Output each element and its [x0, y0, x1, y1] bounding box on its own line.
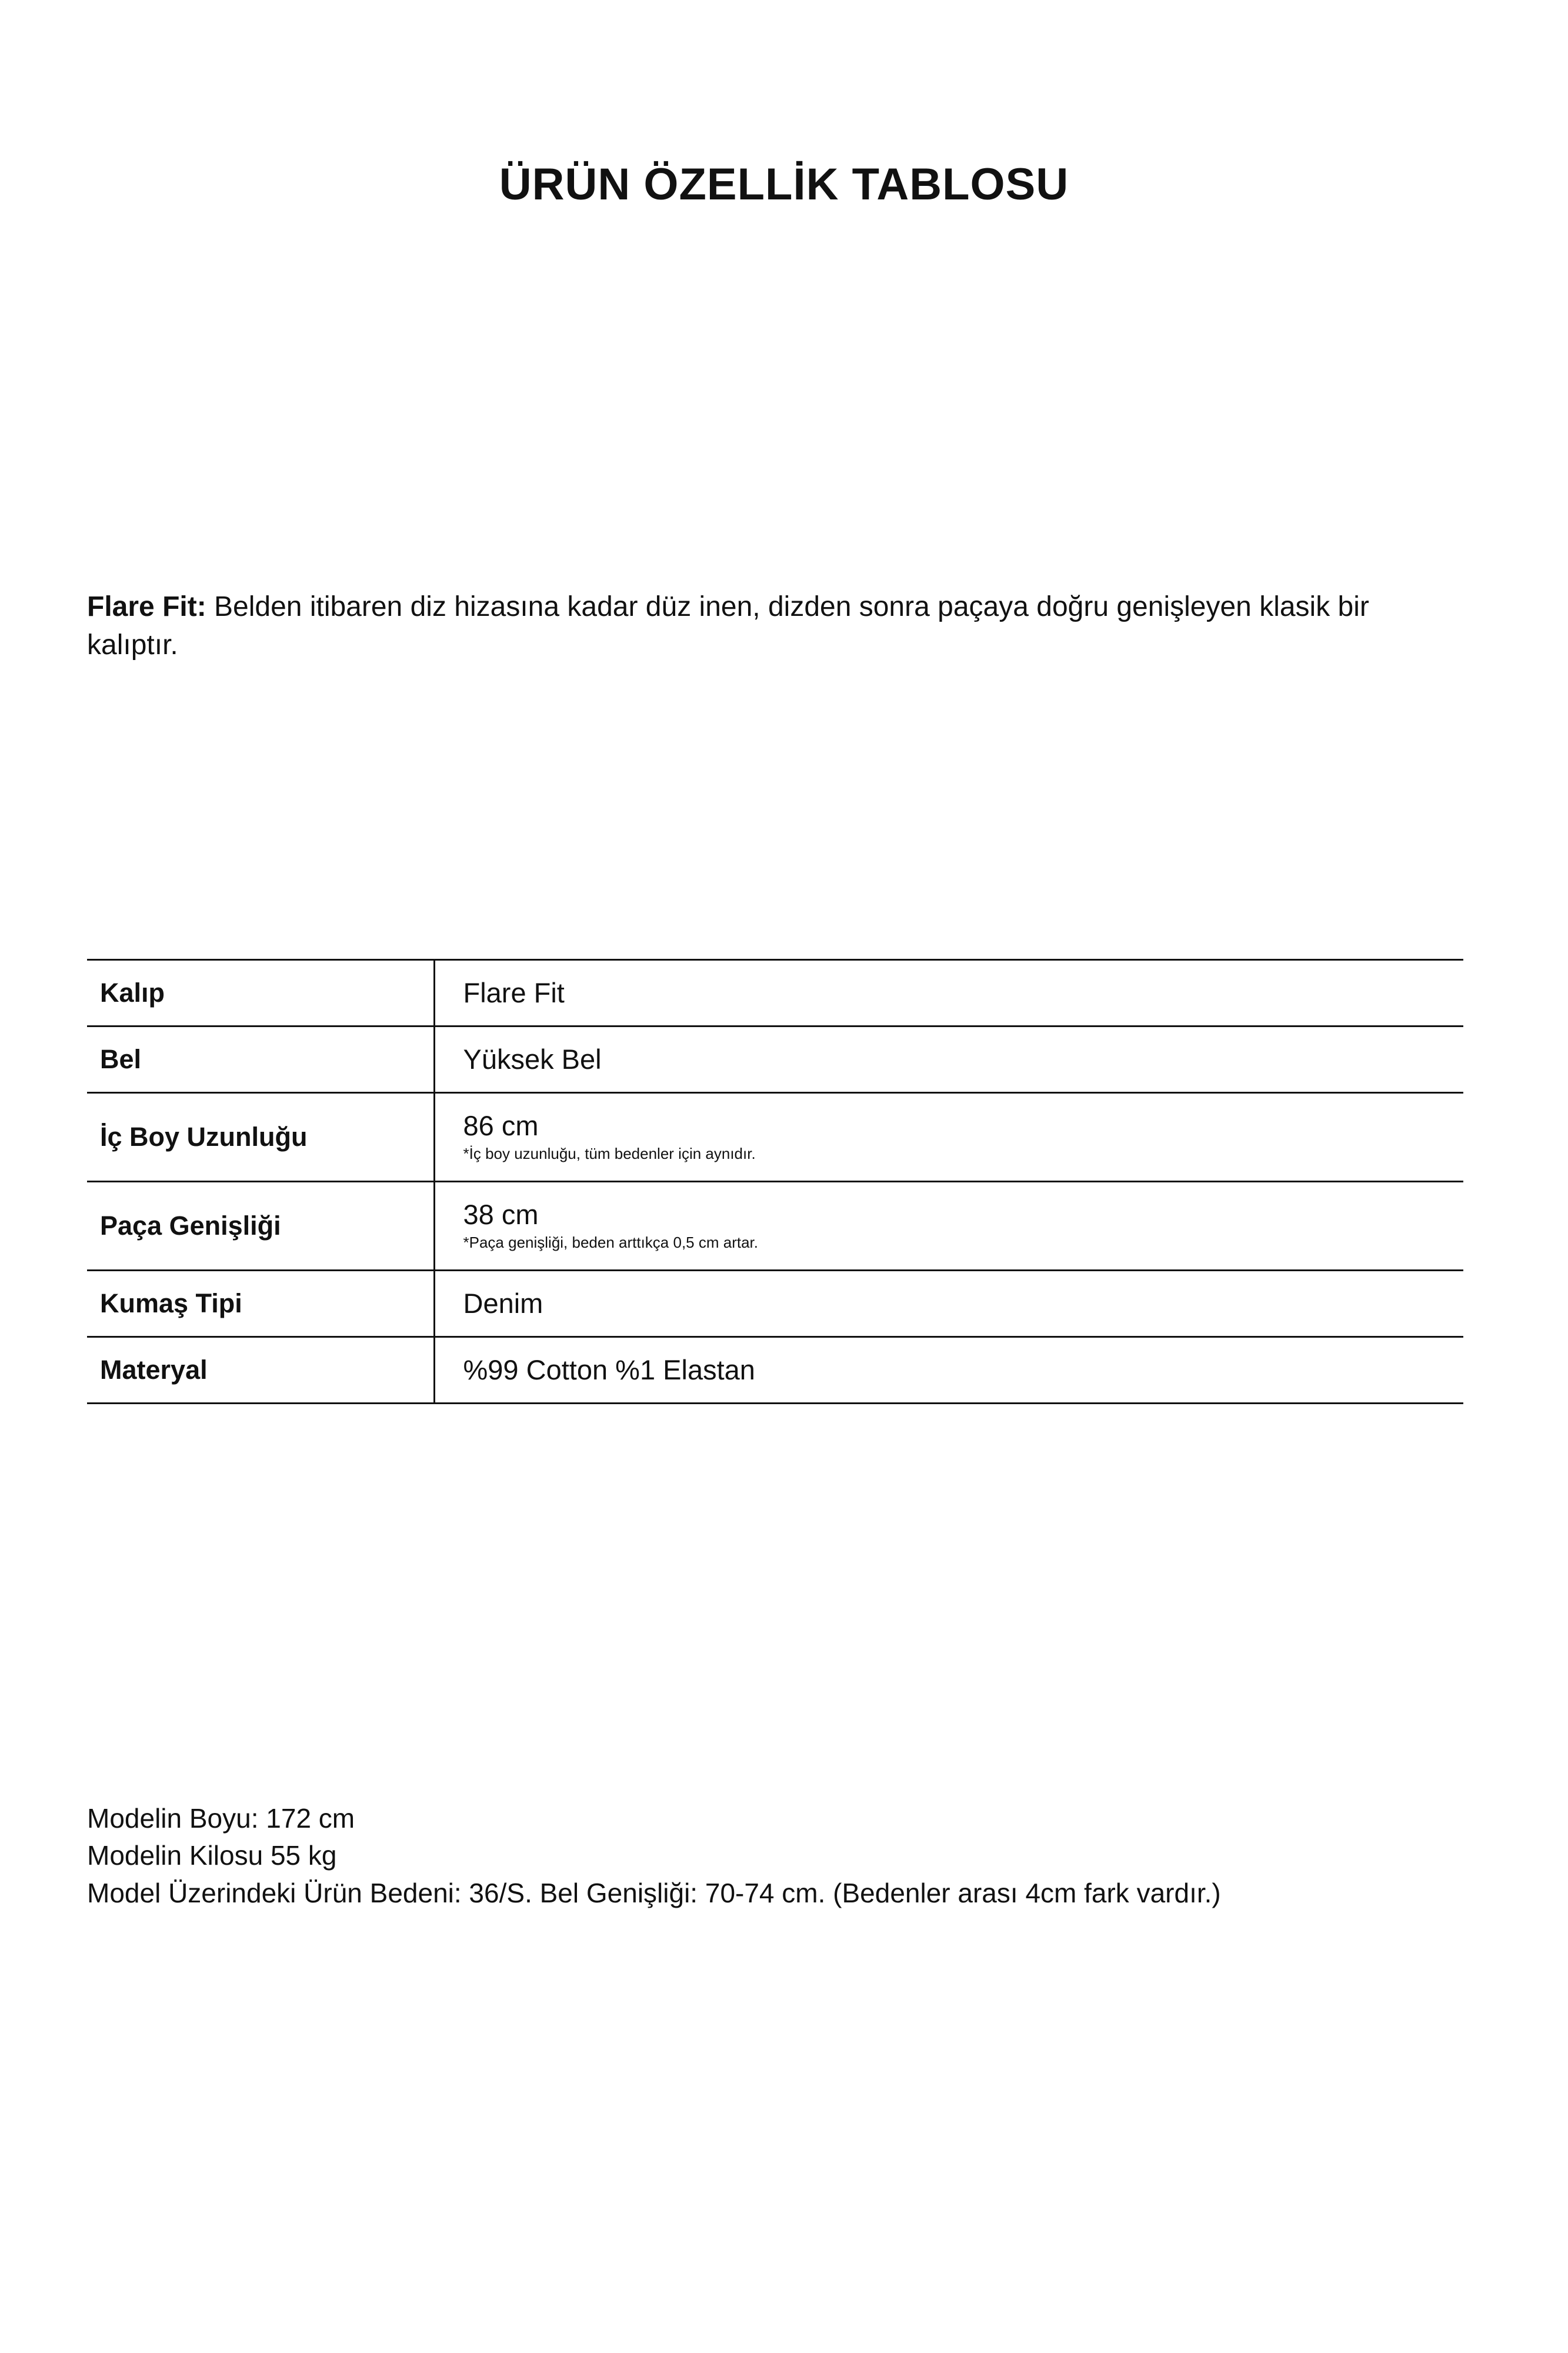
spec-value: [434, 1093, 1463, 1182]
table-row: [87, 1337, 1463, 1403]
spec-value: [434, 1026, 1463, 1093]
spec-label: Kalıp: [87, 960, 434, 1026]
spec-label: İç Boy Uzunluğu: [87, 1093, 434, 1182]
page-title: ÜRÜN ÖZELLİK TABLOSU: [499, 159, 1069, 209]
spec-label: Materyal: [87, 1337, 434, 1403]
spec-value-main: 38 cm: [463, 1198, 539, 1230]
spec-label: Paça Genişliği: [87, 1181, 434, 1270]
model-info: [87, 1800, 1452, 1912]
spec-value: [434, 960, 1463, 1026]
spec-value-main: Denim: [463, 1287, 543, 1319]
table-row: [87, 1181, 1463, 1270]
fit-description: [87, 588, 1369, 665]
model-height: Modelin Boyu: 172 cm: [87, 1803, 355, 1834]
fit-description-lead: Flare Fit:: [87, 591, 206, 622]
spec-value: [434, 1270, 1463, 1337]
spec-value-note: *Paça genişliği, beden arttıkça 0,5 cm artar.: [463, 1233, 758, 1251]
table-row: [87, 1270, 1463, 1337]
spec-label: Bel: [87, 1026, 434, 1093]
table-row: [87, 1026, 1463, 1093]
spec-value-main: Flare Fit: [463, 977, 565, 1008]
spec-label: Kumaş Tipi: [87, 1270, 434, 1337]
spec-value-main: Yüksek Bel: [463, 1044, 602, 1075]
model-size: Model Üzerindeki Ürün Bedeni: 36/S. Bel Genişliği: 70-74 cm. (Bedenler arası 4cm fark vardır.): [87, 1877, 1221, 1908]
table-row: [87, 960, 1463, 1026]
spec-value-main: 86 cm: [463, 1110, 539, 1142]
spec-value: [434, 1181, 1463, 1270]
spec-value: [434, 1337, 1463, 1403]
model-weight: Modelin Kilosu 55 kg: [87, 1840, 337, 1871]
table-row: [87, 1093, 1463, 1182]
spec-value-main: %99 Cotton %1 Elastan: [463, 1354, 755, 1385]
fit-description-text: Belden itibaren diz hizasına kadar düz inen, dizden sonra paçaya doğru genişleyen klasik bir kalıptır.: [87, 591, 1369, 661]
specification-table: [87, 959, 1463, 1404]
spec-value-note: *İç boy uzunluğu, tüm bedenler için aynıdır.: [463, 1145, 756, 1163]
